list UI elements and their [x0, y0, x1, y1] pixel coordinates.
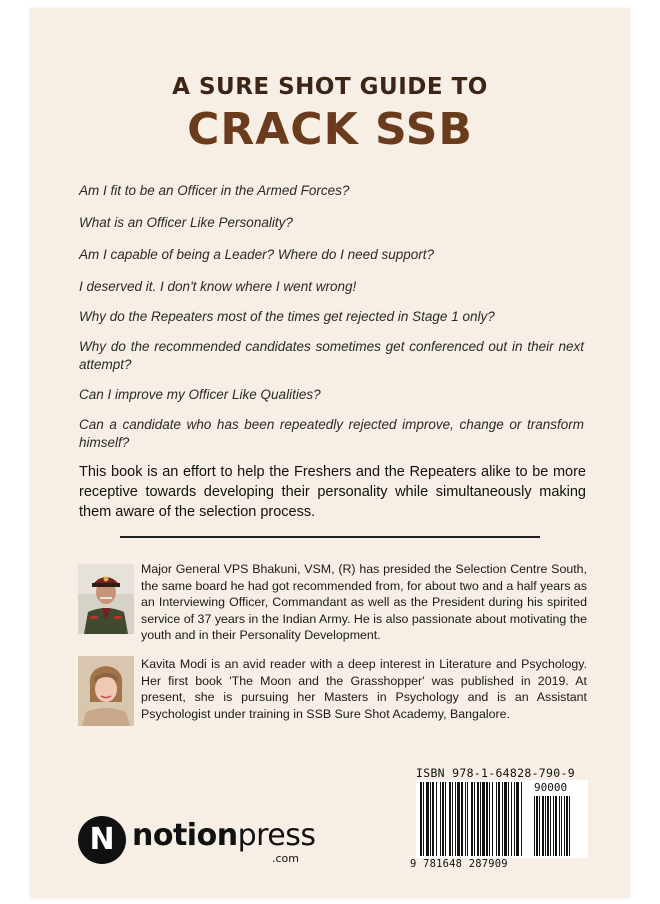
question-8: Can a candidate who has been repeatedly rejected improve, change or transform himself?	[79, 417, 584, 450]
author-bio-1: Major General VPS Bhakuni, VSM, (R) has presided the Selection Centre South, the same board he had got recommended from, for about two and a half years as an Interviewing Officer, Commandant as well as the President during his spirited service of 37 years in the Indian Army. He is also passionate about motivating the youth and in their Personality Development.	[141, 562, 587, 643]
publisher-name-bold: notion	[132, 818, 238, 853]
publisher-domain: .com	[272, 852, 299, 865]
publisher-name	[132, 818, 316, 853]
question-3: Am I capable of being a Leader? Where do I need support?	[79, 247, 434, 262]
question-2: What is an Officer Like Personality?	[79, 215, 293, 230]
price-code: 90000	[534, 781, 568, 794]
book-summary: This book is an effort to help the Freshers and the Repeaters alike to be more receptive towards developing their personality while simultaneously making them aware of the selection process.	[79, 464, 586, 520]
author-bio-2: Kavita Modi is an avid reader with a deep interest in Literature and Psychology. Her first book 'The Moon and the Grasshopper' was published in 2019. At present, she is pursuing her Masters in Psychology and is an Assistant Psychologist under training in SSB Sure Shot Academy, Bangalore.	[141, 657, 587, 721]
divider-rule	[120, 536, 540, 538]
isbn-label: ISBN 978-1-64828-790-9	[416, 766, 575, 780]
question-1: Am I fit to be an Officer in the Armed Forces?	[79, 183, 350, 198]
title-line-2: CRACK SSB	[187, 104, 473, 155]
author-photo-officer	[78, 564, 134, 634]
question-4: I deserved it. I don't know where I went wrong!	[79, 279, 357, 294]
question-5: Why do the Repeaters most of the times get rejected in Stage 1 only?	[79, 309, 495, 324]
publisher-logo-letter: N	[89, 822, 115, 857]
question-7: Can I improve my Officer Like Qualities?	[79, 387, 321, 402]
publisher-name-regular: press	[237, 818, 316, 853]
author-photo-woman	[78, 656, 134, 726]
question-6: Why do the recommended candidates sometimes get conferenced out in their next attempt?	[79, 339, 584, 372]
title-line-1: A SURE SHOT GUIDE TO	[172, 74, 488, 100]
barcode-digits: 9 781648 287909	[410, 858, 508, 870]
